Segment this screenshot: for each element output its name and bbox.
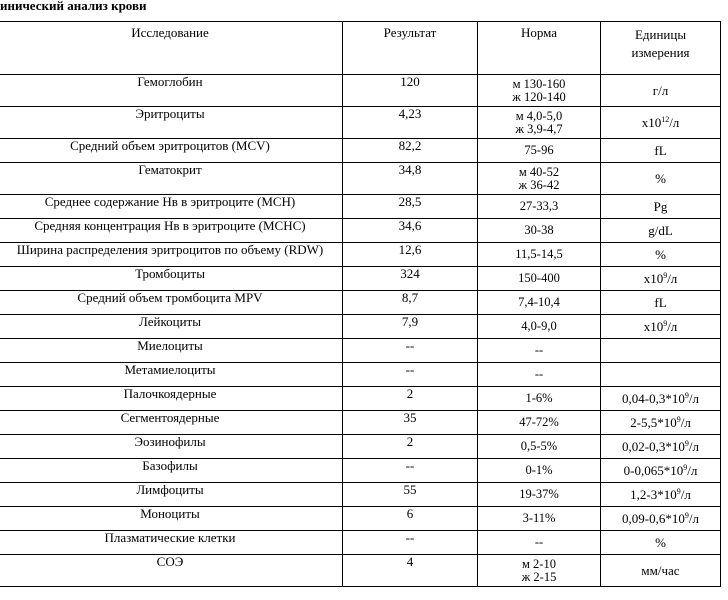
- test-name-cell: Сегментоядерные: [0, 411, 343, 435]
- norm-line: 30-38: [524, 223, 554, 237]
- unit-exponent: 9: [676, 487, 681, 496]
- unit-cell: [601, 483, 721, 507]
- unit-suffix: /л: [680, 487, 691, 502]
- norm-line: 0,5-5%: [520, 439, 558, 453]
- unit-text: 0-0,065*10: [623, 463, 684, 478]
- result-cell: 2: [343, 387, 478, 411]
- norm-line: 7,4-10,4: [518, 295, 560, 309]
- test-name-cell: Миелоциты: [0, 339, 343, 363]
- unit-cell: [601, 459, 721, 483]
- unit-cell: [601, 163, 721, 195]
- result-cell: 6: [343, 507, 478, 531]
- unit-exponent: 9: [663, 319, 668, 328]
- norm-cell: [478, 435, 601, 459]
- unit-value: [603, 199, 718, 214]
- blood-test-table: [0, 21, 721, 587]
- table-row: [0, 163, 721, 195]
- norm-cell: [478, 507, 601, 531]
- norm-cell: [478, 267, 601, 291]
- norm-line: 3-11%: [522, 511, 556, 525]
- table-row: [0, 507, 721, 531]
- table-row: [0, 315, 721, 339]
- table-row: [0, 411, 721, 435]
- norm-cell: [478, 459, 601, 483]
- result-cell: 28,5: [343, 195, 478, 219]
- result-cell: 8,7: [343, 291, 478, 315]
- unit-cell: [601, 219, 721, 243]
- norm-cell: [478, 107, 601, 139]
- norm-cell: [478, 163, 601, 195]
- norm-line: 4,0-9,0: [521, 319, 557, 333]
- unit-text: х10: [643, 271, 664, 286]
- unit-value: [603, 295, 718, 310]
- unit-text: г/л: [652, 83, 669, 98]
- norm-line: м 130-160: [512, 76, 566, 91]
- norm-line: 47-72%: [519, 415, 559, 429]
- norm-line: 75-96: [524, 143, 554, 157]
- unit-exponent: 9: [676, 415, 681, 424]
- norm-line: --: [534, 535, 544, 549]
- result-cell: 35: [343, 411, 478, 435]
- result-cell: 324: [343, 267, 478, 291]
- unit-suffix: /л: [688, 439, 699, 454]
- unit-text: 0,04-0,3*10: [622, 391, 685, 406]
- result-cell: 4: [343, 555, 478, 587]
- test-name-cell: Лимфоциты: [0, 483, 343, 507]
- result-cell: 4,23: [343, 107, 478, 139]
- unit-text: мм/час: [641, 563, 680, 578]
- result-cell: 34,6: [343, 219, 478, 243]
- norm-cell: [478, 139, 601, 163]
- test-name-cell: Тромбоциты: [0, 267, 343, 291]
- table-row: [0, 387, 721, 411]
- norm-cell: [478, 363, 601, 387]
- unit-value: [603, 143, 718, 158]
- table-row: [0, 435, 721, 459]
- norm-cell: [478, 339, 601, 363]
- unit-text: %: [655, 171, 666, 186]
- unit-text: fL: [654, 295, 667, 310]
- unit-cell: [601, 387, 721, 411]
- unit-value: [603, 319, 718, 334]
- table-row: [0, 459, 721, 483]
- norm-line: --: [534, 367, 544, 381]
- norm-line: ж 36-42: [518, 177, 560, 192]
- unit-value: [603, 171, 718, 186]
- unit-cell: [601, 435, 721, 459]
- unit-text: 0,09-0,6*10: [622, 511, 685, 526]
- unit-value: [603, 223, 718, 238]
- units-header-line-1: Единицы: [634, 27, 687, 42]
- table-row: [0, 139, 721, 163]
- unit-text: fL: [654, 143, 667, 158]
- unit-suffix: /л: [688, 511, 699, 526]
- norm-line: м 40-52: [518, 164, 560, 179]
- unit-cell: [601, 75, 721, 107]
- unit-cell: [601, 315, 721, 339]
- table-row: [0, 291, 721, 315]
- unit-value: [603, 535, 718, 550]
- test-name-cell: Гемоглобин: [0, 75, 343, 107]
- table-row: [0, 267, 721, 291]
- units-header-line-2: измерения: [631, 45, 690, 60]
- test-name-cell: Средняя концентрация Нв в эритроците (МСНС): [0, 219, 343, 243]
- result-cell: 34,8: [343, 163, 478, 195]
- test-name-cell: Эритроциты: [0, 107, 343, 139]
- unit-text: х10: [643, 319, 664, 334]
- test-name-cell: Эозинофилы: [0, 435, 343, 459]
- unit-exponent: 9: [684, 439, 689, 448]
- unit-cell: [601, 195, 721, 219]
- unit-suffix: /л: [688, 391, 699, 406]
- unit-exponent: 12: [661, 115, 670, 124]
- table-row: [0, 531, 721, 555]
- norm-line: 1-6%: [525, 391, 553, 405]
- unit-value: [603, 271, 718, 286]
- column-header-result: Результат: [343, 22, 478, 75]
- result-cell: 12,6: [343, 243, 478, 267]
- unit-cell: [601, 507, 721, 531]
- norm-line: ж 2-15: [521, 569, 557, 584]
- test-name-cell: Лейкоциты: [0, 315, 343, 339]
- unit-text: g/dL: [648, 223, 673, 238]
- unit-value: [603, 563, 718, 578]
- unit-exponent: 9: [684, 511, 689, 520]
- norm-line: м 4,0-5,0: [515, 108, 563, 123]
- column-header-norm: Норма: [478, 22, 601, 75]
- table-row: [0, 219, 721, 243]
- unit-value: [603, 83, 718, 98]
- unit-cell: [601, 267, 721, 291]
- norm-line: 150-400: [518, 271, 560, 285]
- table-row: [0, 243, 721, 267]
- column-header-units: [601, 22, 721, 75]
- test-name-cell: Средний объем тромбоцита MPV: [0, 291, 343, 315]
- result-cell: --: [343, 531, 478, 555]
- result-cell: 7,9: [343, 315, 478, 339]
- test-name-cell: Среднее содержание Нв в эритроците (МСН): [0, 195, 343, 219]
- norm-cell: [478, 315, 601, 339]
- unit-cell: [601, 291, 721, 315]
- unit-exponent: 9: [683, 463, 688, 472]
- result-cell: 55: [343, 483, 478, 507]
- unit-value: [603, 115, 718, 130]
- unit-cell: [601, 555, 721, 587]
- norm-line: ж 3,9-4,7: [515, 121, 563, 136]
- unit-suffix: /л: [687, 463, 698, 478]
- result-cell: 82,2: [343, 139, 478, 163]
- unit-cell: [601, 243, 721, 267]
- norm-cell: [478, 291, 601, 315]
- norm-line: 11,5-14,5: [515, 247, 563, 261]
- table-row: [0, 483, 721, 507]
- norm-line: 0-1%: [525, 463, 553, 477]
- norm-cell: [478, 555, 601, 587]
- unit-exponent: 9: [663, 271, 668, 280]
- test-name-cell: Плазматические клетки: [0, 531, 343, 555]
- test-name-cell: Средний объем эритроцитов (MCV): [0, 139, 343, 163]
- unit-text: 0,02-0,3*10: [622, 439, 685, 454]
- unit-text: Pg: [653, 199, 668, 214]
- table-header-row: [0, 22, 721, 75]
- test-name-cell: Ширина распределения эритроцитов по объему (RDW): [0, 243, 343, 267]
- test-name-cell: СОЭ: [0, 555, 343, 587]
- result-cell: --: [343, 459, 478, 483]
- page-title: инический анализ крови: [0, 0, 147, 13]
- table-body: [0, 75, 721, 587]
- table-row: [0, 555, 721, 587]
- unit-exponent: 9: [684, 391, 689, 400]
- unit-cell: [601, 531, 721, 555]
- norm-line: ж 120-140: [512, 89, 566, 104]
- norm-cell: [478, 243, 601, 267]
- test-name-cell: Метамиелоциты: [0, 363, 343, 387]
- result-cell: 2: [343, 435, 478, 459]
- unit-suffix: /л: [667, 271, 678, 286]
- table-row: [0, 339, 721, 363]
- norm-cell: [478, 195, 601, 219]
- unit-cell: [601, 107, 721, 139]
- unit-value: [603, 415, 718, 430]
- unit-value: [603, 391, 718, 406]
- norm-line: м 2-10: [522, 556, 556, 571]
- unit-text: х10: [641, 115, 662, 130]
- unit-value: [603, 463, 718, 478]
- norm-cell: [478, 387, 601, 411]
- column-header-test: Исследование: [0, 22, 343, 75]
- norm-cell: [478, 75, 601, 107]
- unit-cell: [601, 363, 721, 387]
- unit-text: 1,2-3*10: [630, 487, 677, 502]
- unit-text: 2-5,5*10: [630, 415, 677, 430]
- norm-line: 19-37%: [519, 487, 559, 501]
- unit-suffix: /л: [669, 115, 680, 130]
- unit-value: [603, 487, 718, 502]
- table-row: [0, 195, 721, 219]
- test-name-cell: Моноциты: [0, 507, 343, 531]
- test-name-cell: Гематокрит: [0, 163, 343, 195]
- norm-cell: [478, 531, 601, 555]
- result-cell: 120: [343, 75, 478, 107]
- test-name-cell: Палочкоядерные: [0, 387, 343, 411]
- unit-value: [603, 511, 718, 526]
- unit-cell: [601, 411, 721, 435]
- norm-cell: [478, 219, 601, 243]
- unit-cell: [601, 139, 721, 163]
- test-name-cell: Базофилы: [0, 459, 343, 483]
- norm-cell: [478, 483, 601, 507]
- result-cell: --: [343, 339, 478, 363]
- unit-value: [603, 439, 718, 454]
- table-row: [0, 75, 721, 107]
- table-row: [0, 107, 721, 139]
- norm-line: --: [534, 343, 544, 357]
- result-cell: --: [343, 363, 478, 387]
- unit-suffix: /л: [667, 319, 678, 334]
- unit-text: %: [655, 535, 666, 550]
- unit-suffix: /л: [680, 415, 691, 430]
- norm-line: 27-33,3: [519, 199, 559, 213]
- unit-cell: [601, 339, 721, 363]
- norm-cell: [478, 411, 601, 435]
- unit-text: %: [655, 247, 666, 262]
- unit-value: [603, 247, 718, 262]
- table-row: [0, 363, 721, 387]
